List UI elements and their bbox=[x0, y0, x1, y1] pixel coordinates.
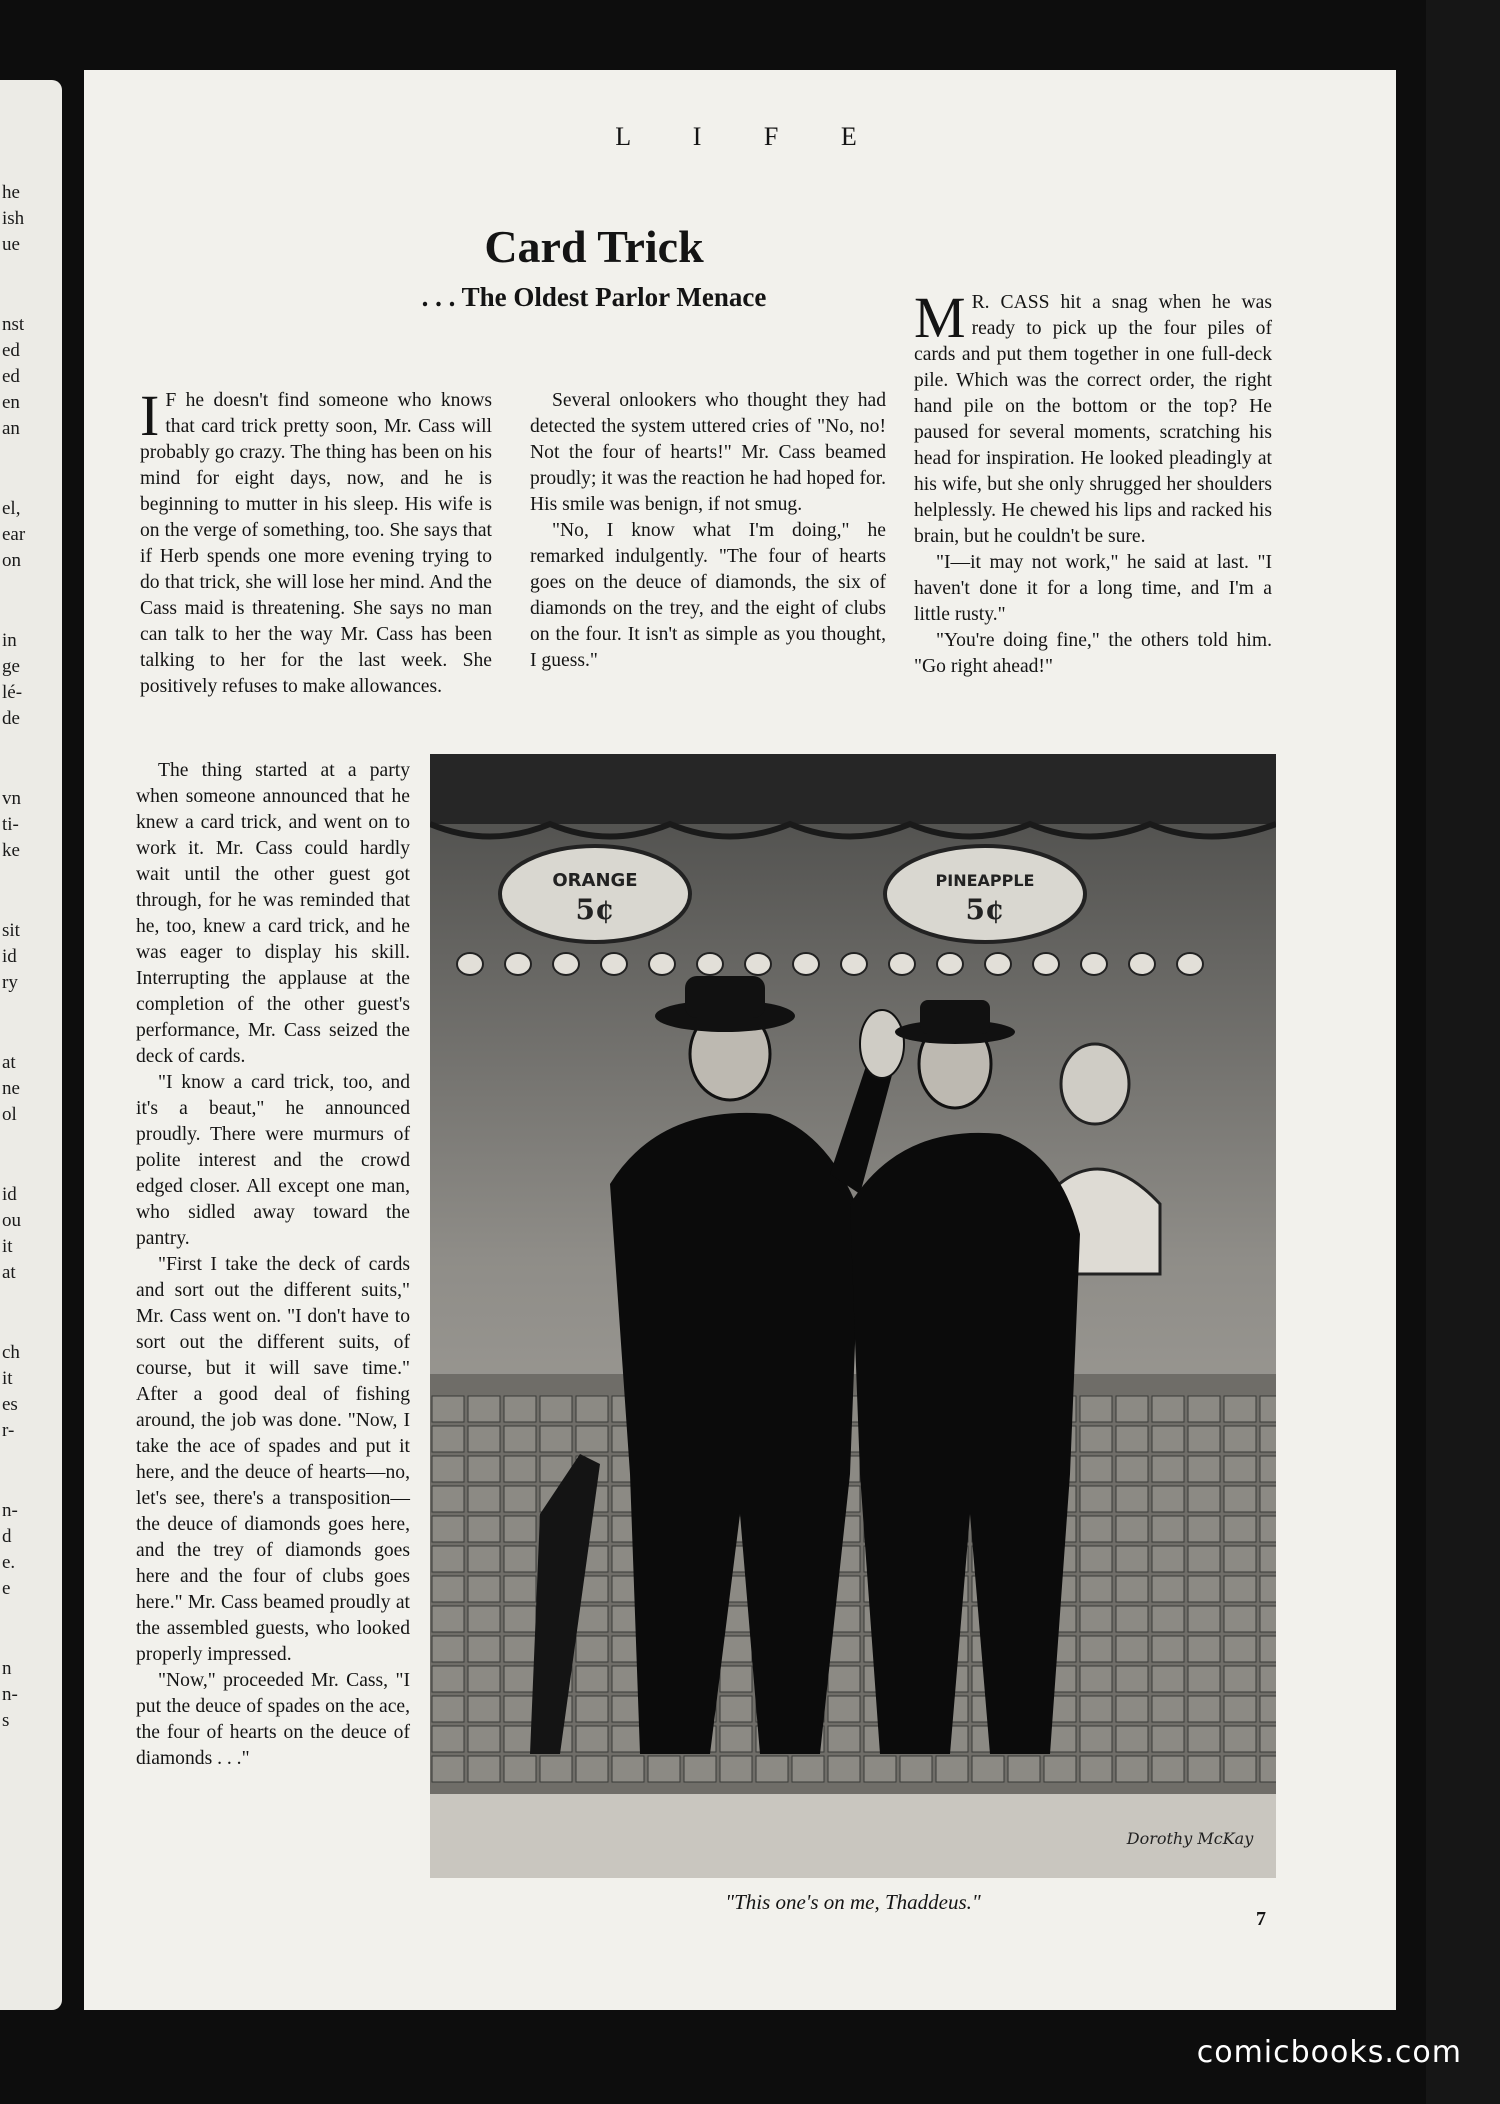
tile bbox=[1116, 1696, 1148, 1722]
tile bbox=[684, 1756, 716, 1782]
tile bbox=[1080, 1726, 1112, 1752]
glass bbox=[1081, 953, 1107, 975]
tile bbox=[1080, 1456, 1112, 1482]
paragraph: "I know a card trick, too, and it's a beaut," he announced proudly. There were murmurs of polite interest and the crowd edged closer. All except one man, who sidled away toward the pantry. bbox=[136, 1072, 410, 1249]
tile bbox=[1224, 1726, 1256, 1752]
sign-label: ORANGE bbox=[552, 870, 638, 891]
tile bbox=[1116, 1606, 1148, 1632]
tile bbox=[1224, 1756, 1256, 1782]
tile bbox=[1116, 1756, 1148, 1782]
glass bbox=[793, 953, 819, 975]
tile bbox=[468, 1606, 500, 1632]
tile bbox=[1260, 1576, 1276, 1602]
tile bbox=[1116, 1546, 1148, 1572]
tile bbox=[1080, 1516, 1112, 1542]
glass bbox=[889, 953, 915, 975]
tile bbox=[1188, 1396, 1220, 1422]
paragraph: "I—it may not work," he said at last. "I haven't done it for a long time, and I'm a little rusty." bbox=[914, 552, 1272, 625]
tile bbox=[468, 1726, 500, 1752]
page-number: 7 bbox=[1256, 1908, 1266, 1930]
tile bbox=[468, 1546, 500, 1572]
tile bbox=[828, 1756, 860, 1782]
left-page-fragment: n- bbox=[2, 1500, 18, 1521]
site-watermark: comicbooks.com bbox=[1196, 2035, 1462, 2070]
tile bbox=[1152, 1696, 1184, 1722]
tile bbox=[1080, 1696, 1112, 1722]
tile bbox=[504, 1696, 536, 1722]
article-subtitle: . . . The Oldest Parlor Menace bbox=[421, 282, 767, 312]
tile bbox=[1188, 1426, 1220, 1452]
tile bbox=[1116, 1666, 1148, 1692]
glass bbox=[505, 953, 531, 975]
tile bbox=[648, 1756, 680, 1782]
left-page-fragment: ry bbox=[2, 972, 18, 993]
tile bbox=[1152, 1666, 1184, 1692]
left-page-fragment: id bbox=[2, 946, 17, 967]
drop-cap: M bbox=[914, 285, 966, 350]
tile bbox=[1116, 1486, 1148, 1512]
paragraph: "Now," proceeded Mr. Cass, "I put the deuce of spades on the ace, the four of hearts on the deuce of diamonds . . ." bbox=[136, 1670, 410, 1769]
tile bbox=[1152, 1396, 1184, 1422]
tile bbox=[720, 1696, 752, 1722]
tile bbox=[1008, 1756, 1040, 1782]
tile bbox=[576, 1756, 608, 1782]
left-page-fragment: ch bbox=[2, 1342, 20, 1363]
glass bbox=[1033, 953, 1059, 975]
tile bbox=[1080, 1396, 1112, 1422]
tile bbox=[1152, 1516, 1184, 1542]
glass bbox=[601, 953, 627, 975]
sign-label: PINEAPPLE bbox=[935, 871, 1035, 890]
tile bbox=[1224, 1666, 1256, 1692]
tile bbox=[576, 1636, 608, 1662]
glass bbox=[697, 953, 723, 975]
tile bbox=[1152, 1726, 1184, 1752]
tile bbox=[468, 1456, 500, 1482]
tile bbox=[1116, 1516, 1148, 1542]
tile bbox=[720, 1636, 752, 1662]
awning bbox=[430, 754, 1276, 824]
tile bbox=[1260, 1726, 1276, 1752]
tile bbox=[1080, 1606, 1112, 1632]
tile bbox=[504, 1666, 536, 1692]
tile bbox=[1080, 1426, 1112, 1452]
tile bbox=[1260, 1666, 1276, 1692]
tile bbox=[468, 1696, 500, 1722]
drop-cap: I bbox=[140, 383, 160, 448]
tile bbox=[432, 1756, 464, 1782]
glass bbox=[745, 953, 771, 975]
tile bbox=[1260, 1546, 1276, 1572]
left-page-fragment: e. bbox=[2, 1552, 16, 1573]
left-page-fragment: e bbox=[2, 1578, 11, 1599]
tile bbox=[1188, 1696, 1220, 1722]
tile bbox=[1152, 1636, 1184, 1662]
tile bbox=[468, 1516, 500, 1542]
tile bbox=[504, 1546, 536, 1572]
tile bbox=[432, 1666, 464, 1692]
tile bbox=[504, 1396, 536, 1422]
left-page-fragment: ear bbox=[2, 524, 26, 545]
tile bbox=[1152, 1426, 1184, 1452]
column-2 bbox=[530, 388, 886, 674]
tile bbox=[576, 1606, 608, 1632]
glass bbox=[457, 953, 483, 975]
orange-sign bbox=[500, 846, 690, 942]
left-page-fragment: an bbox=[2, 418, 20, 439]
tile bbox=[468, 1426, 500, 1452]
left-page-fragment: on bbox=[2, 550, 21, 571]
tile bbox=[1188, 1756, 1220, 1782]
left-page-fragment: es bbox=[2, 1394, 18, 1415]
glass bbox=[553, 953, 579, 975]
tile bbox=[1224, 1546, 1256, 1572]
tile bbox=[1260, 1426, 1276, 1452]
glass bbox=[937, 953, 963, 975]
left-page-fragment: n bbox=[2, 1658, 12, 1679]
tile bbox=[1152, 1546, 1184, 1572]
tile bbox=[1080, 1486, 1112, 1512]
tile bbox=[1080, 1756, 1112, 1782]
tile bbox=[1116, 1456, 1148, 1482]
tile bbox=[1152, 1606, 1184, 1632]
tile bbox=[1260, 1516, 1276, 1542]
running-head: L I F E bbox=[615, 122, 885, 151]
tile bbox=[1224, 1516, 1256, 1542]
glass bbox=[841, 953, 867, 975]
tile bbox=[432, 1486, 464, 1512]
paragraph: I F he doesn't find someone who knows that card trick pretty soon, Mr. Cass will probably go crazy. The thing has been on his mind for eight days, now, and he is beginning to mutter in his sleep. His wife is on the verge of something, too. She says that if Herb spends one more evening trying to do that trick, she will lose her mind. And the Cass maid is threatening. She says no man can talk to her the way Mr. Cass has been talking to her for the last week. She positively refuses to make allowances. bbox=[140, 383, 492, 697]
tile bbox=[864, 1756, 896, 1782]
left-page-fragment: vn bbox=[2, 788, 21, 809]
tile bbox=[900, 1756, 932, 1782]
left-page-fragment: in bbox=[2, 630, 17, 651]
glass bbox=[1177, 953, 1203, 975]
left-page-fragment: ue bbox=[2, 234, 20, 255]
tile bbox=[972, 1756, 1004, 1782]
left-page-fragment: en bbox=[2, 392, 20, 413]
tile bbox=[432, 1726, 464, 1752]
column-1-top bbox=[140, 383, 492, 700]
tile bbox=[1260, 1396, 1276, 1422]
tile bbox=[576, 1666, 608, 1692]
tile bbox=[1224, 1606, 1256, 1632]
tile bbox=[792, 1756, 824, 1782]
tile bbox=[468, 1666, 500, 1692]
tile bbox=[576, 1426, 608, 1452]
tile bbox=[432, 1576, 464, 1602]
left-page-fragment: it bbox=[2, 1236, 13, 1257]
tile bbox=[1152, 1576, 1184, 1602]
left-page-fragment: he bbox=[2, 182, 20, 203]
sign-price: 5¢ bbox=[965, 893, 1005, 926]
tile bbox=[504, 1486, 536, 1512]
tile bbox=[1260, 1696, 1276, 1722]
left-page-fragment: s bbox=[2, 1710, 10, 1731]
scan-right-edge bbox=[1426, 0, 1500, 2104]
tile bbox=[1116, 1576, 1148, 1602]
left-page-fragment: nst bbox=[2, 314, 25, 335]
tile bbox=[828, 1636, 860, 1662]
illustration-caption: "This one's on me, Thaddeus." bbox=[725, 1890, 981, 1914]
tile bbox=[1188, 1666, 1220, 1692]
tile bbox=[468, 1576, 500, 1602]
tile bbox=[432, 1426, 464, 1452]
tile bbox=[1224, 1426, 1256, 1452]
left-page-fragment: ne bbox=[2, 1078, 20, 1099]
article-title: Card Trick bbox=[484, 221, 704, 272]
tile bbox=[1116, 1636, 1148, 1662]
left-page-fragment: el, bbox=[2, 498, 21, 519]
tile bbox=[1152, 1456, 1184, 1482]
tile bbox=[1188, 1726, 1220, 1752]
tile bbox=[828, 1696, 860, 1722]
tile bbox=[1224, 1576, 1256, 1602]
tile bbox=[1080, 1666, 1112, 1692]
tile bbox=[540, 1426, 572, 1452]
left-page-fragment: ed bbox=[2, 340, 20, 361]
tile bbox=[468, 1636, 500, 1662]
tile bbox=[1260, 1456, 1276, 1482]
tile bbox=[1152, 1486, 1184, 1512]
adjacent-page-sliver bbox=[0, 80, 62, 2010]
glass bbox=[1129, 953, 1155, 975]
tile bbox=[1080, 1636, 1112, 1662]
tile bbox=[1188, 1576, 1220, 1602]
left-page-fragment: at bbox=[2, 1052, 16, 1073]
paragraph: Several onlookers who thought they had detected the system uttered cries of "No, no! Not the four of hearts!" Mr. Cass beamed proudly; it was the reaction he had hoped for. His smile was benign, if not smug. bbox=[530, 390, 886, 515]
tile bbox=[1188, 1456, 1220, 1482]
paragraph: M R. CASS hit a snag when he was ready to pick up the four piles of cards and put them together in one full-deck pile. Which was the correct order, the right hand pile on the bottom or the top? He paused for several moments, scratching his head for inspiration. He looked pleadingly at his wife, but she only shrugged her shoulders helplessly. He chewed his lips and racked his brain, but he couldn't be sure. bbox=[914, 285, 1272, 547]
tile bbox=[756, 1756, 788, 1782]
tile bbox=[720, 1756, 752, 1782]
left-page-fragment: ou bbox=[2, 1210, 21, 1231]
tile bbox=[504, 1606, 536, 1632]
tile bbox=[504, 1426, 536, 1452]
tile bbox=[468, 1756, 500, 1782]
left-page-fragment: ol bbox=[2, 1104, 17, 1125]
left-page-fragment: de bbox=[2, 708, 20, 729]
paragraph: "No, I know what I'm doing," he remarked indulgently. "The four of hearts goes on the deuce of diamonds, the six of diamonds on the trey, and the eight of clubs on the four. It isn't as simple as you thought, I guess." bbox=[530, 520, 886, 671]
tile bbox=[720, 1666, 752, 1692]
tile bbox=[1224, 1636, 1256, 1662]
paragraph: "You're doing fine," the others told him. "Go right ahead!" bbox=[914, 630, 1272, 677]
tile bbox=[432, 1456, 464, 1482]
left-page-fragment: d bbox=[2, 1526, 12, 1547]
tile bbox=[576, 1396, 608, 1422]
tile bbox=[828, 1726, 860, 1752]
tile bbox=[432, 1606, 464, 1632]
tile bbox=[432, 1396, 464, 1422]
tile bbox=[540, 1396, 572, 1422]
left-page-fragment: at bbox=[2, 1262, 16, 1283]
left-page-fragment: ge bbox=[2, 656, 20, 677]
tile bbox=[1188, 1636, 1220, 1662]
tile bbox=[576, 1726, 608, 1752]
tile bbox=[1116, 1726, 1148, 1752]
tile bbox=[1224, 1486, 1256, 1512]
tile bbox=[612, 1756, 644, 1782]
tile bbox=[468, 1396, 500, 1422]
tile bbox=[504, 1636, 536, 1662]
tile bbox=[504, 1456, 536, 1482]
tile bbox=[1080, 1576, 1112, 1602]
paragraph: "First I take the deck of cards and sort out the different suits," Mr. Cass went on. "I don't have to sort out the different suits, of course, but it will save time." After a good deal of fishing around, the job was done. "Now, I take the ace of spades and put it here, and the deuce of hearts—no, let's see, there's a transposition—the deuce of diamonds goes here, and the trey of diamonds goes here and the four of clubs goes here." Mr. Cass beamed proudly at the assembled guests, who looked properly impressed. bbox=[136, 1254, 410, 1665]
tile bbox=[1188, 1516, 1220, 1542]
left-page-fragment: sit bbox=[2, 920, 20, 941]
left-page-fragment: id bbox=[2, 1184, 17, 1205]
artist-signature: Dorothy McKay bbox=[1126, 1829, 1254, 1848]
magazine-page bbox=[84, 70, 1396, 2010]
tile bbox=[1260, 1486, 1276, 1512]
tile bbox=[540, 1756, 572, 1782]
left-page-fragment: lé- bbox=[2, 682, 23, 703]
sign-price: 5¢ bbox=[575, 893, 615, 926]
left-page-fragment: it bbox=[2, 1368, 13, 1389]
tile bbox=[504, 1756, 536, 1782]
tile bbox=[576, 1696, 608, 1722]
tile bbox=[1260, 1606, 1276, 1632]
tile bbox=[1044, 1756, 1076, 1782]
left-page-fragment: n- bbox=[2, 1684, 18, 1705]
tile bbox=[1188, 1546, 1220, 1572]
column-3 bbox=[914, 285, 1272, 680]
tile bbox=[432, 1516, 464, 1542]
tile bbox=[1224, 1456, 1256, 1482]
tile bbox=[936, 1756, 968, 1782]
glass bbox=[985, 953, 1011, 975]
tile bbox=[432, 1546, 464, 1572]
tile bbox=[504, 1516, 536, 1542]
left-page-fragment: ish bbox=[2, 208, 25, 229]
tile bbox=[1116, 1426, 1148, 1452]
left-page-fragment: ed bbox=[2, 366, 20, 387]
left-page-fragment: ti- bbox=[2, 814, 19, 835]
left-page-fragment: r- bbox=[2, 1420, 15, 1441]
tile bbox=[1224, 1396, 1256, 1422]
tile bbox=[1188, 1486, 1220, 1512]
glass bbox=[649, 953, 675, 975]
tile bbox=[1260, 1636, 1276, 1662]
pineapple-sign bbox=[885, 846, 1085, 942]
paragraph: The thing started at a party when someone announced that he knew a card trick, and went on to work it. Mr. Cass could hardly wait until the other guest got through, for he was reminded that he, too, knew a card trick, and he was eager to display his skill. Interrupting the applause at the completion of the other guest's performance, Mr. Cass seized the deck of cards. bbox=[136, 760, 410, 1067]
column-1-bottom bbox=[136, 758, 410, 1772]
cartoon-illustration bbox=[430, 754, 1276, 1878]
tile bbox=[1188, 1606, 1220, 1632]
tile bbox=[468, 1486, 500, 1512]
tile bbox=[1152, 1756, 1184, 1782]
left-page-fragment: ke bbox=[2, 840, 20, 861]
tile bbox=[1116, 1396, 1148, 1422]
tile bbox=[432, 1696, 464, 1722]
tile bbox=[432, 1636, 464, 1662]
tile bbox=[1080, 1546, 1112, 1572]
tile bbox=[828, 1666, 860, 1692]
tile bbox=[504, 1576, 536, 1602]
tile bbox=[1260, 1756, 1276, 1782]
tile bbox=[720, 1726, 752, 1752]
tile bbox=[1224, 1696, 1256, 1722]
